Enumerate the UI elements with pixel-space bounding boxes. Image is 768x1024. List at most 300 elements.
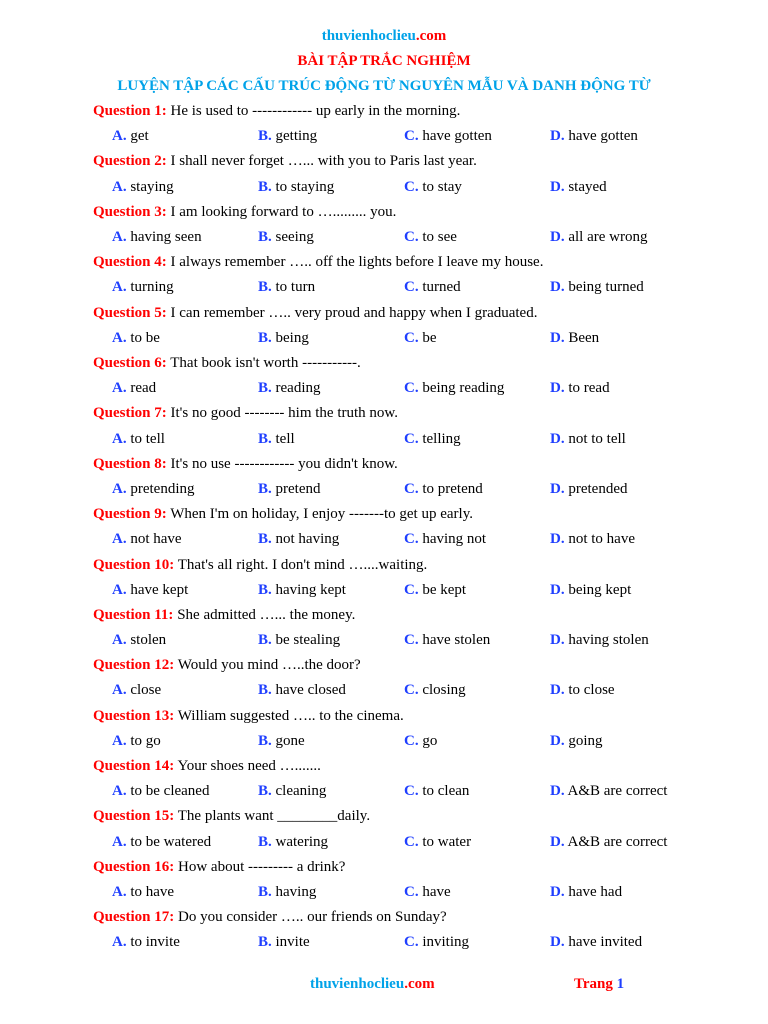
footer-site-name[interactable] xyxy=(310,975,435,993)
question-number: Question 9: xyxy=(93,506,167,523)
question-text: She admitted …... the money. xyxy=(173,606,356,623)
answer-option-d[interactable] xyxy=(550,126,638,146)
answer-option-d[interactable] xyxy=(550,580,631,600)
option-letter: B. xyxy=(258,228,272,245)
answer-option-d[interactable] xyxy=(550,479,627,499)
answer-options xyxy=(0,277,768,302)
answer-option-c[interactable] xyxy=(404,580,466,600)
answer-option-a[interactable] xyxy=(112,832,211,852)
question-item xyxy=(0,303,768,353)
option-text: close xyxy=(126,682,162,699)
option-text: to have xyxy=(126,884,175,901)
answer-option-a[interactable] xyxy=(112,680,161,700)
question-number: Question 6: xyxy=(93,354,167,371)
option-letter: D. xyxy=(550,380,565,397)
option-letter: A. xyxy=(112,783,127,800)
option-text: pretending xyxy=(126,480,195,497)
option-letter: A. xyxy=(112,178,127,195)
question-text: I can remember ….. very proud and happy when I graduated. xyxy=(166,304,538,321)
answer-option-b[interactable] xyxy=(258,882,316,902)
option-letter: C. xyxy=(404,934,419,951)
option-letter: D. xyxy=(550,783,565,800)
option-text: closing xyxy=(418,682,466,699)
option-letter: C. xyxy=(404,682,419,699)
question-number: Question 17: xyxy=(93,909,175,926)
footer-site-main: thuvienhoclieu xyxy=(310,976,405,992)
page-number: 1 xyxy=(616,976,625,992)
option-letter: C. xyxy=(404,228,419,245)
question-stem xyxy=(0,907,768,932)
option-text: to be cleaned xyxy=(126,783,210,800)
option-text: to water xyxy=(418,833,472,850)
question-stem xyxy=(0,555,768,580)
option-letter: A. xyxy=(112,480,127,497)
option-letter: D. xyxy=(550,682,565,699)
option-letter: A. xyxy=(112,682,127,699)
answer-option-c[interactable] xyxy=(404,227,457,247)
question-text: William suggested ….. to the cinema. xyxy=(174,707,404,724)
option-text: inviting xyxy=(418,934,470,951)
answer-options xyxy=(0,680,768,705)
answer-option-c[interactable] xyxy=(404,529,486,549)
answer-options xyxy=(0,882,768,907)
option-text: be kept xyxy=(418,581,467,598)
answer-options xyxy=(0,932,768,957)
option-text: being reading xyxy=(418,380,505,397)
option-letter: B. xyxy=(258,732,272,749)
question-stem xyxy=(0,151,768,176)
answer-option-a[interactable] xyxy=(112,630,166,650)
option-text: seeing xyxy=(271,228,314,245)
option-text: gone xyxy=(271,732,305,749)
answer-option-b[interactable] xyxy=(258,529,339,549)
question-item xyxy=(0,403,768,453)
option-text: to pretend xyxy=(418,480,483,497)
question-text: That book isn't worth -----------. xyxy=(166,354,361,371)
header-site-main: thuvienhoclieu xyxy=(321,28,416,44)
option-text: having xyxy=(271,884,317,901)
option-letter: B. xyxy=(258,329,272,346)
option-text: to invite xyxy=(126,934,180,951)
answer-option-a[interactable] xyxy=(112,429,165,449)
option-letter: B. xyxy=(258,833,272,850)
answer-option-b[interactable] xyxy=(258,932,310,952)
answer-option-c[interactable] xyxy=(404,429,461,449)
question-number: Question 1: xyxy=(93,103,167,119)
option-letter: B. xyxy=(258,128,272,145)
page-word: Trang xyxy=(574,976,617,992)
answer-option-b[interactable] xyxy=(258,781,326,801)
option-text: A&B are correct xyxy=(564,783,668,800)
answer-option-a[interactable] xyxy=(112,731,161,751)
question-number: Question 12: xyxy=(93,657,175,674)
option-letter: D. xyxy=(550,581,565,598)
question-number: Question 16: xyxy=(93,858,175,875)
answer-option-d[interactable] xyxy=(550,177,607,197)
answer-options xyxy=(0,630,768,655)
question-stem xyxy=(0,857,768,882)
option-letter: C. xyxy=(404,128,419,145)
option-text: having stolen xyxy=(564,632,649,649)
answer-option-d[interactable] xyxy=(550,680,615,700)
question-item xyxy=(0,101,768,151)
question-text: It's no good -------- him the truth now. xyxy=(166,405,399,422)
question-item xyxy=(0,504,768,554)
option-text: not having xyxy=(271,531,340,548)
question-text: I am looking forward to …......... you. xyxy=(166,203,397,220)
option-text: have xyxy=(418,884,451,901)
option-text: go xyxy=(418,732,438,749)
answer-options xyxy=(0,781,768,806)
question-text: Your shoes need …....... xyxy=(174,758,321,775)
option-letter: C. xyxy=(404,632,419,649)
option-text: pretended xyxy=(564,480,628,497)
question-number: Question 3: xyxy=(93,203,167,220)
question-stem xyxy=(0,655,768,680)
option-text: invite xyxy=(271,934,310,951)
question-stem xyxy=(0,504,768,529)
option-text: going xyxy=(564,732,603,749)
answer-options xyxy=(0,580,768,605)
option-letter: D. xyxy=(550,480,565,497)
answer-option-a[interactable] xyxy=(112,126,149,146)
header-site-tld: .com xyxy=(415,28,447,44)
answer-option-b[interactable] xyxy=(258,378,321,398)
option-letter: B. xyxy=(258,783,272,800)
answer-option-d[interactable] xyxy=(550,882,622,902)
answer-option-c[interactable] xyxy=(404,177,462,197)
answer-options xyxy=(0,177,768,202)
option-text: have gotten xyxy=(418,128,492,145)
answer-option-b[interactable] xyxy=(258,832,328,852)
option-letter: A. xyxy=(112,934,127,951)
question-text: Would you mind …..the door? xyxy=(174,657,361,674)
option-letter: C. xyxy=(404,783,419,800)
option-text: to tell xyxy=(126,430,165,447)
option-letter: C. xyxy=(404,178,419,195)
question-text: He is used to ------------ up early in the morning. xyxy=(166,103,461,119)
option-text: pretend xyxy=(271,480,321,497)
option-letter: D. xyxy=(550,531,565,548)
answer-options xyxy=(0,378,768,403)
answer-option-c[interactable] xyxy=(404,882,451,902)
option-letter: A. xyxy=(112,732,127,749)
answer-options xyxy=(0,227,768,252)
option-letter: A. xyxy=(112,380,127,397)
answer-options xyxy=(0,731,768,756)
option-letter: C. xyxy=(404,732,419,749)
option-letter: B. xyxy=(258,682,272,699)
option-letter: D. xyxy=(550,178,565,195)
answer-option-c[interactable] xyxy=(404,781,469,801)
option-text: having not xyxy=(418,531,487,548)
option-text: get xyxy=(126,128,149,145)
question-number: Question 14: xyxy=(93,758,175,775)
option-letter: B. xyxy=(258,632,272,649)
answer-option-b[interactable] xyxy=(258,630,340,650)
answer-option-a[interactable] xyxy=(112,781,209,801)
question-item xyxy=(0,756,768,806)
question-stem xyxy=(0,454,768,479)
option-letter: C. xyxy=(404,329,419,346)
question-text: How about --------- a drink? xyxy=(174,858,346,875)
option-text: not to tell xyxy=(564,430,626,447)
question-item xyxy=(0,857,768,907)
answer-options xyxy=(0,832,768,857)
answer-option-c[interactable] xyxy=(404,630,490,650)
answer-option-c[interactable] xyxy=(404,277,461,297)
question-stem xyxy=(0,403,768,428)
answer-option-c[interactable] xyxy=(404,680,466,700)
answer-options xyxy=(0,328,768,353)
document-title: BÀI TẬP TRẮC NGHIỆM xyxy=(297,53,471,69)
answer-option-a[interactable] xyxy=(112,882,174,902)
option-text: stolen xyxy=(126,632,167,649)
option-text: have closed xyxy=(271,682,346,699)
option-text: to be watered xyxy=(126,833,212,850)
option-text: to turn xyxy=(271,279,316,296)
option-text: to go xyxy=(126,732,161,749)
option-text: getting xyxy=(271,128,318,145)
option-letter: C. xyxy=(404,480,419,497)
option-text: to staying xyxy=(271,178,335,195)
question-stem xyxy=(0,303,768,328)
question-stem xyxy=(0,706,768,731)
answer-option-b[interactable] xyxy=(258,680,346,700)
answer-option-a[interactable] xyxy=(112,580,188,600)
option-text: have stolen xyxy=(418,632,491,649)
header-site-name[interactable] xyxy=(0,27,768,45)
question-list xyxy=(0,101,768,958)
option-letter: D. xyxy=(550,430,565,447)
option-letter: C. xyxy=(404,531,419,548)
option-letter: A. xyxy=(112,884,127,901)
answer-option-c[interactable] xyxy=(404,126,492,146)
option-letter: D. xyxy=(550,128,565,145)
option-text: to see xyxy=(418,228,457,245)
option-text: to be xyxy=(126,329,160,346)
question-number: Question 13: xyxy=(93,707,175,724)
answer-option-c[interactable] xyxy=(404,328,437,348)
option-text: have kept xyxy=(126,581,189,598)
option-text: to close xyxy=(564,682,615,699)
question-item xyxy=(0,151,768,201)
answer-option-d[interactable] xyxy=(550,378,610,398)
question-item xyxy=(0,252,768,302)
answer-options xyxy=(0,479,768,504)
question-stem xyxy=(0,202,768,227)
answer-option-c[interactable] xyxy=(404,832,471,852)
option-letter: A. xyxy=(112,329,127,346)
answer-option-d[interactable] xyxy=(550,932,642,952)
answer-option-d[interactable] xyxy=(550,731,603,751)
answer-option-b[interactable] xyxy=(258,277,315,297)
answer-options xyxy=(0,429,768,454)
answer-option-b[interactable] xyxy=(258,177,334,197)
question-item xyxy=(0,202,768,252)
option-letter: C. xyxy=(404,833,419,850)
option-text: stayed xyxy=(564,178,607,195)
answer-option-b[interactable] xyxy=(258,227,314,247)
option-text: cleaning xyxy=(271,783,327,800)
answer-option-d[interactable] xyxy=(550,529,635,549)
option-text: not have xyxy=(126,531,182,548)
option-letter: A. xyxy=(112,833,127,850)
option-text: reading xyxy=(271,380,321,397)
answer-option-c[interactable] xyxy=(404,731,437,751)
question-text: That's all right. I don't mind …....waiting. xyxy=(174,556,428,573)
question-item xyxy=(0,655,768,705)
option-letter: B. xyxy=(258,884,272,901)
option-text: being turned xyxy=(564,279,644,296)
answer-option-a[interactable] xyxy=(112,227,202,247)
option-letter: A. xyxy=(112,128,127,145)
question-number: Question 11: xyxy=(93,606,174,623)
answer-option-a[interactable] xyxy=(112,177,174,197)
option-letter: A. xyxy=(112,279,127,296)
question-number: Question 8: xyxy=(93,455,167,472)
option-text: being xyxy=(271,329,309,346)
question-stem xyxy=(0,605,768,630)
answer-option-a[interactable] xyxy=(112,479,195,499)
option-letter: B. xyxy=(258,581,272,598)
answer-option-b[interactable] xyxy=(258,479,321,499)
answer-option-d[interactable] xyxy=(550,630,649,650)
answer-option-b[interactable] xyxy=(258,580,346,600)
question-stem xyxy=(0,756,768,781)
option-letter: D. xyxy=(550,228,565,245)
option-letter: C. xyxy=(404,581,419,598)
question-item xyxy=(0,454,768,504)
answer-option-c[interactable] xyxy=(404,932,469,952)
question-item xyxy=(0,806,768,856)
option-text: be stealing xyxy=(271,632,341,649)
option-text: Been xyxy=(564,329,600,346)
answer-option-a[interactable] xyxy=(112,378,156,398)
question-text: It's no use ------------ you didn't know. xyxy=(166,455,398,472)
question-text: Do you consider ….. our friends on Sunday? xyxy=(174,909,447,926)
option-text: be xyxy=(418,329,437,346)
option-text: turned xyxy=(418,279,461,296)
question-number: Question 10: xyxy=(93,556,175,573)
option-letter: C. xyxy=(404,279,419,296)
answer-option-a[interactable] xyxy=(112,277,174,297)
answer-option-d[interactable] xyxy=(550,227,647,247)
option-letter: B. xyxy=(258,531,272,548)
option-letter: D. xyxy=(550,279,565,296)
option-letter: D. xyxy=(550,934,565,951)
option-text: have invited xyxy=(564,934,643,951)
option-text: telling xyxy=(418,430,461,447)
option-text: A&B are correct xyxy=(564,833,668,850)
question-stem xyxy=(0,806,768,831)
question-item xyxy=(0,907,768,957)
question-number: Question 4: xyxy=(93,254,167,271)
answer-option-d[interactable] xyxy=(550,429,626,449)
option-letter: C. xyxy=(404,380,419,397)
question-item xyxy=(0,706,768,756)
option-text: having kept xyxy=(271,581,346,598)
option-text: having seen xyxy=(126,228,202,245)
answer-options xyxy=(0,529,768,554)
option-letter: B. xyxy=(258,380,272,397)
option-letter: C. xyxy=(404,884,419,901)
option-text: read xyxy=(126,380,157,397)
answer-option-c[interactable] xyxy=(404,479,483,499)
answer-option-a[interactable] xyxy=(112,932,180,952)
answer-option-b[interactable] xyxy=(258,328,309,348)
question-number: Question 5: xyxy=(93,304,167,321)
answer-options xyxy=(0,126,768,151)
option-letter: D. xyxy=(550,732,565,749)
option-text: all are wrong xyxy=(564,228,648,245)
question-item xyxy=(0,555,768,605)
option-letter: A. xyxy=(112,531,127,548)
answer-option-a[interactable] xyxy=(112,529,182,549)
footer-site-tld: .com xyxy=(404,976,435,992)
option-letter: D. xyxy=(550,329,565,346)
option-text: have had xyxy=(564,884,623,901)
option-letter: A. xyxy=(112,228,127,245)
option-text: to read xyxy=(564,380,610,397)
answer-option-b[interactable] xyxy=(258,126,317,146)
option-text: tell xyxy=(271,430,295,447)
question-stem xyxy=(0,101,768,126)
question-stem xyxy=(0,252,768,277)
option-letter: A. xyxy=(112,581,127,598)
option-letter: D. xyxy=(550,632,565,649)
page-indicator xyxy=(574,975,624,993)
option-letter: B. xyxy=(258,430,272,447)
question-text: I shall never forget …... with you to Paris last year. xyxy=(166,153,477,170)
option-text: staying xyxy=(126,178,174,195)
option-text: to clean xyxy=(418,783,470,800)
option-text: turning xyxy=(126,279,174,296)
question-item xyxy=(0,605,768,655)
document-subtitle: LUYỆN TẬP CÁC CẤU TRÚC ĐỘNG TỪ NGUYÊN MẪU VÀ DANH ĐỘNG TỪ xyxy=(117,78,651,94)
option-letter: A. xyxy=(112,430,127,447)
option-text: to stay xyxy=(418,178,462,195)
answer-option-b[interactable] xyxy=(258,429,295,449)
answer-option-d[interactable] xyxy=(550,832,667,852)
question-text: I always remember ….. off the lights before I leave my house. xyxy=(166,254,544,271)
question-text: When I'm on holiday, I enjoy -------to get up early. xyxy=(166,506,473,523)
option-letter: B. xyxy=(258,279,272,296)
option-letter: D. xyxy=(550,884,565,901)
question-number: Question 2: xyxy=(93,153,167,170)
answer-option-c[interactable] xyxy=(404,378,504,398)
option-text: not to have xyxy=(564,531,635,548)
option-letter: B. xyxy=(258,934,272,951)
option-letter: D. xyxy=(550,833,565,850)
answer-option-b[interactable] xyxy=(258,731,305,751)
question-number: Question 7: xyxy=(93,405,167,422)
option-text: have gotten xyxy=(564,128,638,145)
answer-option-d[interactable] xyxy=(550,277,644,297)
option-text: watering xyxy=(271,833,328,850)
question-text: The plants want ________daily. xyxy=(174,808,371,825)
option-letter: A. xyxy=(112,632,127,649)
question-item xyxy=(0,353,768,403)
option-text: being kept xyxy=(564,581,632,598)
answer-option-a[interactable] xyxy=(112,328,160,348)
option-letter: B. xyxy=(258,178,272,195)
option-letter: C. xyxy=(404,430,419,447)
question-stem xyxy=(0,353,768,378)
answer-option-d[interactable] xyxy=(550,328,599,348)
answer-option-d[interactable] xyxy=(550,781,667,801)
question-number: Question 15: xyxy=(93,808,175,825)
